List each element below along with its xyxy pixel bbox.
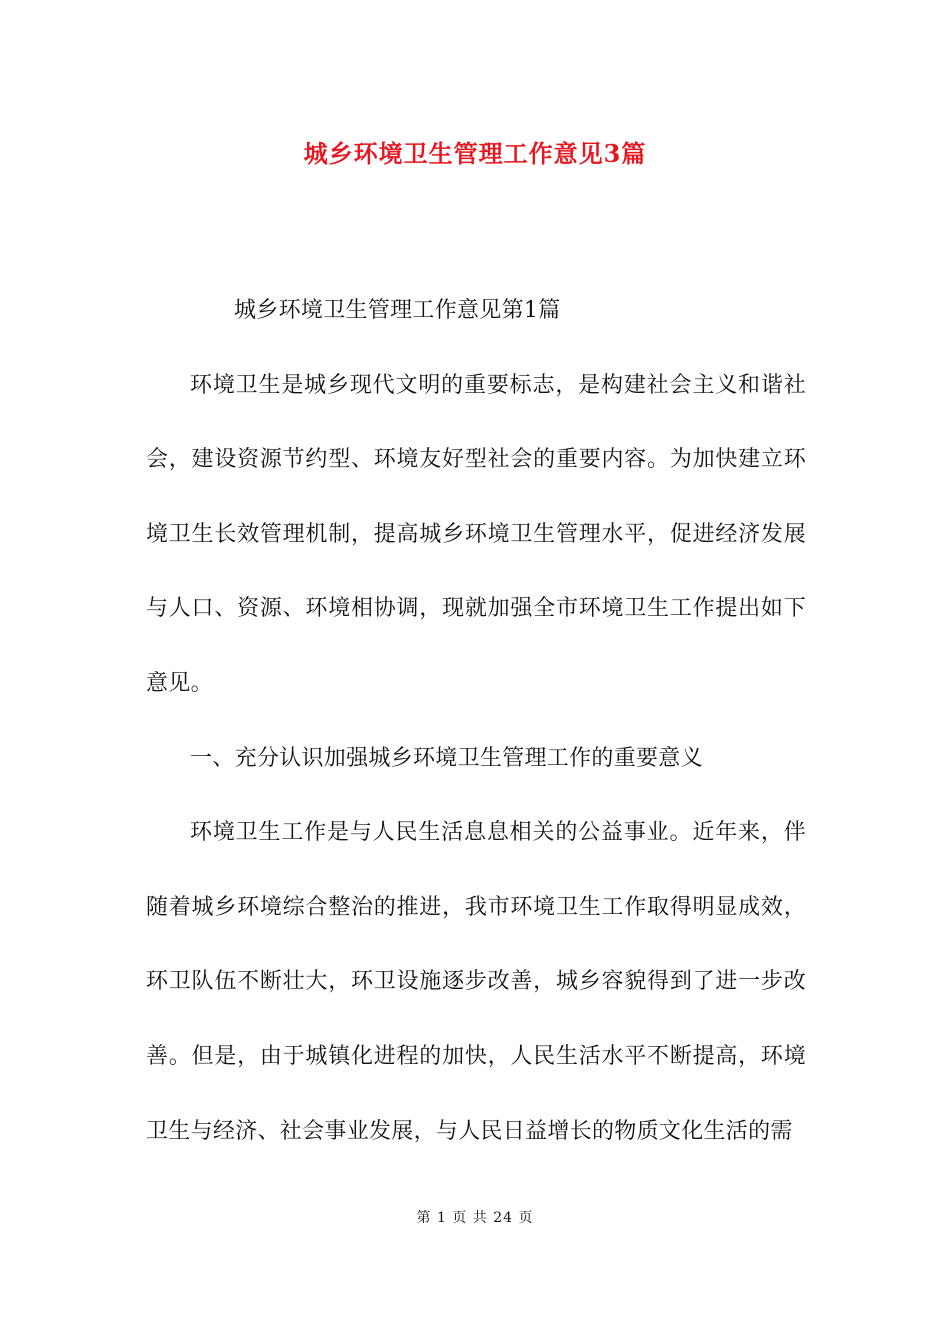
document-body bbox=[146, 274, 806, 1169]
document-title: 城乡环境卫生管理工作意见3篇 bbox=[303, 139, 647, 168]
paragraph: 环境卫生是城乡现代文明的重要标志，是构建社会主义和谐社会，建设资源节约型、环境友好型社会的重要内容。为加快建立环境卫生长效管理机制，提高城乡环境卫生管理水平，促进经济发展与人口、资源、环境相协调，现就加强全市环境卫生工作提出如下意见。 bbox=[146, 372, 806, 696]
page-footer: 第 1 页 共 24 页 bbox=[416, 1210, 534, 1226]
section-heading: 一、充分认识加强城乡环境卫生管理工作的重要意义 bbox=[190, 745, 703, 771]
paragraph: 环境卫生工作是与人民生活息息相关的公益事业。近年来，伴随着城乡环境综合整治的推进，我市环境卫生工作取得明显成效，环卫队伍不断壮大，环卫设施逐步改善，城乡容貌得到了进一步改善。但是，由于城镇化进程的加快，人民生活水平不断提高，环境卫生与经济、社会事业发展，与人民日益增长的物质文化生活的需 bbox=[146, 820, 806, 1144]
section-subtitle: 城乡环境卫生管理工作意见第1篇 bbox=[234, 298, 561, 323]
